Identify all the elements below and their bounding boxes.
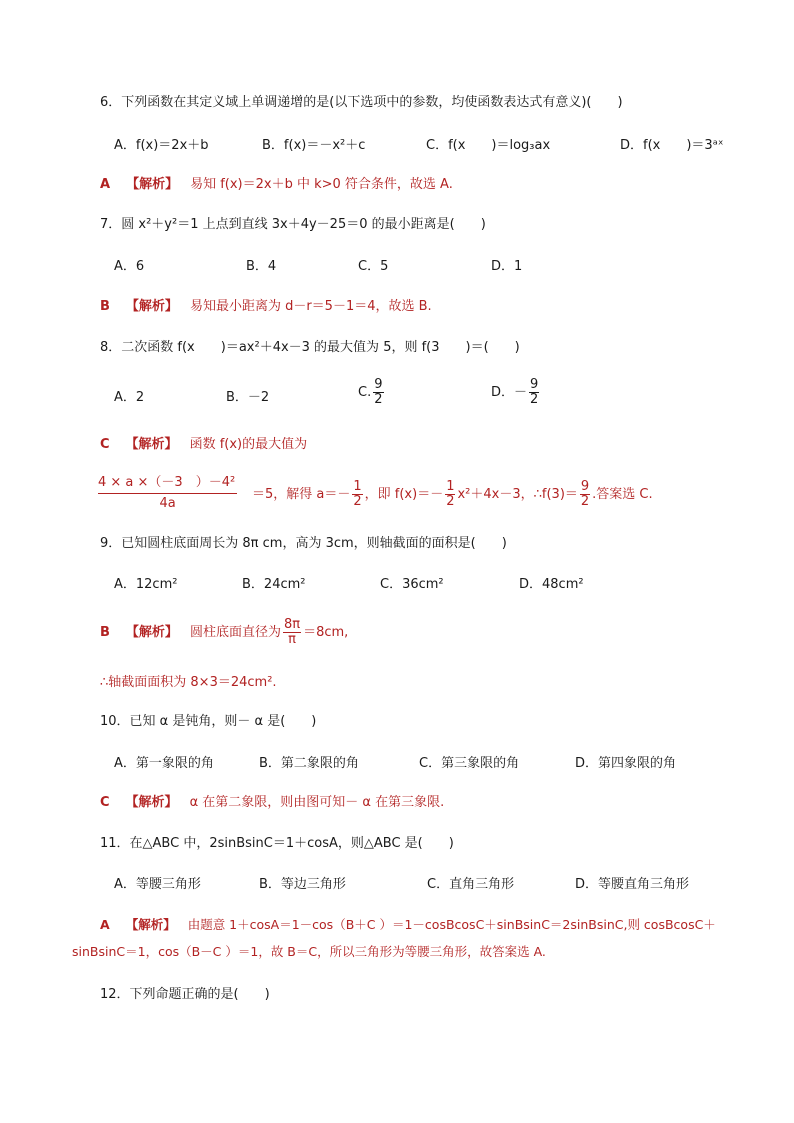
fraction-denominator: 2 (530, 392, 539, 407)
q9-solution (100, 618, 348, 648)
q6-option-a: A．f(x)＝2x＋b (114, 138, 209, 153)
q10-option-b: B．第二象限的角 (259, 756, 359, 771)
q10-option-c: C．第三象限的角 (419, 756, 520, 771)
q6-solution-tag: 【解析】 (126, 177, 179, 192)
q8-fraction-2 (445, 480, 455, 509)
fraction-denominator: 2 (446, 494, 455, 509)
q10-option-d: D．第四象限的角 (575, 756, 677, 771)
question-11-stem: 11．在△ABC 中，2sinBsinC＝1＋cosA，则△ABC 是( ) (100, 836, 454, 851)
q8-option-d-label: D．－ (491, 385, 528, 400)
q7-option-d: D．1 (491, 259, 523, 274)
q8-solution-continued (252, 480, 653, 510)
q7-option-b: B．4 (246, 259, 277, 274)
q10-option-a: A．第一象限的角 (114, 756, 214, 771)
question-7-stem: 7．圆 x²＋y²＝1 上点到直线 3x＋4y－25＝0 的最小距离是( ) (100, 217, 486, 232)
q6-answer: A (100, 177, 111, 192)
q8-fraction-3 (580, 480, 590, 509)
q7-option-a: A．6 (114, 259, 145, 274)
q7-answer: B (100, 299, 110, 314)
q9-solution-line-2: ∴轴截面面积为 8×3＝24cm². (100, 675, 277, 690)
q6-option-d: D．f(x )＝3ᵃˣ (620, 138, 724, 153)
fraction-numerator: 9 (374, 377, 383, 392)
q7-option-c: C．5 (358, 259, 389, 274)
q9-explanation-tail: ＝8cm, (303, 625, 349, 640)
q10-solution (100, 794, 444, 812)
q7-solution (100, 298, 432, 316)
q8-solution (100, 436, 307, 454)
fraction-numerator: 9 (580, 479, 590, 494)
q8-cont-4: .答案选 C. (592, 487, 653, 502)
q10-explanation: α 在第二象限，则由图可知－ α 在第三象限. (189, 795, 445, 810)
q8-fraction-1 (352, 480, 362, 509)
fraction-denominator: π (288, 632, 296, 647)
q8-option-c-fraction (373, 378, 383, 407)
question-9-stem: 9．已知圆柱底面周长为 8π cm，高为 3cm，则轴截面的面积是( ) (100, 536, 507, 551)
q8-cont-3: x²＋4x－3，∴f(3)＝ (457, 487, 578, 502)
q8-option-d (491, 378, 541, 407)
q8-option-c-label: C. (358, 385, 372, 400)
q11-solution-line-2: sinBsinC＝1，cos（B－C ）＝1，故 B＝C，所以三角形为等腰三角形，故答案选 A. (72, 944, 546, 959)
q9-solution-tag: 【解析】 (125, 625, 178, 640)
q8-option-c (358, 378, 386, 407)
fraction-denominator: 2 (580, 494, 590, 509)
q11-option-d: D．等腰直角三角形 (575, 877, 690, 892)
q8-explanation: 函数 f(x)的最大值为 (189, 437, 308, 452)
fraction-denominator: 2 (374, 392, 383, 407)
q11-solution-tag: 【解析】 (125, 917, 176, 932)
fraction-numerator: 8π (283, 617, 301, 632)
q6-explanation: 易知 f(x)＝2x＋b 中 k>0 符合条件，故选 A. (190, 177, 453, 192)
q8-answer: C (100, 437, 110, 452)
q11-option-b: B．等边三角形 (259, 877, 346, 892)
q10-solution-tag: 【解析】 (125, 795, 178, 810)
fraction-numerator: 1 (353, 479, 362, 494)
fraction-denominator: 4a (159, 496, 176, 511)
q10-answer: C (100, 795, 110, 810)
question-12-stem: 12．下列命题正确的是( ) (100, 987, 270, 1002)
fraction-numerator: 1 (446, 479, 455, 494)
q7-explanation: 易知最小距离为 d－r＝5－1＝4，故选 B. (189, 299, 432, 314)
q11-explanation-1: 由题意 1＋cosA＝1－cos（B＋C ）＝1－cosBcosC＋sinBsinC＝2sinBsinC,则 cosBcosC＋ (187, 917, 716, 932)
q8-cont-1: ＝5，解得 a＝－ (252, 487, 351, 502)
q8-option-a: A．2 (114, 390, 145, 405)
question-6-stem: 6．下列函数在其定义域上单调递增的是(以下选项中的参数，均使函数表达式有意义)( ) (100, 95, 623, 110)
q9-option-a: A．12cm² (114, 577, 178, 592)
q8-max-value-fraction (98, 475, 237, 512)
q7-solution-tag: 【解析】 (125, 299, 178, 314)
question-10-stem: 10．已知 α 是钝角，则－ α 是( ) (100, 714, 317, 729)
q8-option-d-fraction (529, 378, 539, 407)
q9-diameter-fraction (283, 618, 301, 647)
fraction-numerator: 9 (530, 377, 539, 392)
q11-option-c: C．直角三角形 (427, 877, 515, 892)
q8-cont-2: ，即 f(x)＝－ (364, 487, 444, 502)
q9-answer: B (100, 625, 110, 640)
q6-option-b: B．f(x)＝－x²＋c (262, 138, 366, 153)
fraction-numerator: 4 × a ×（－3 ）－4² (98, 475, 237, 494)
question-8-stem: 8．二次函数 f(x )＝ax²＋4x－3 的最大值为 5，则 f(3 )＝( ) (100, 340, 520, 355)
q8-solution-tag: 【解析】 (125, 437, 178, 452)
fraction-denominator: 2 (353, 494, 362, 509)
q11-option-a: A．等腰三角形 (114, 877, 201, 892)
q9-option-d: D．48cm² (519, 577, 584, 592)
q6-solution (100, 176, 453, 194)
q9-explanation: 圆柱底面直径为 (189, 625, 281, 640)
q11-answer: A (100, 917, 110, 932)
q8-option-b: B．－2 (226, 390, 270, 405)
q11-solution (100, 916, 716, 934)
q9-option-c: C．36cm² (380, 577, 444, 592)
q6-option-c: C．f(x )＝log₃ax (426, 138, 551, 153)
q9-option-b: B．24cm² (242, 577, 306, 592)
